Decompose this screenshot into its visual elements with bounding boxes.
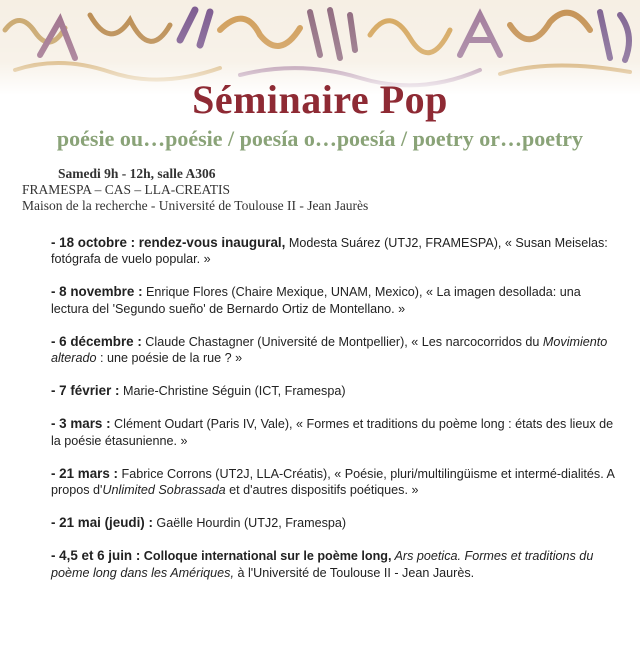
entry-date: - 3 mars : [51,416,111,432]
entry-speaker: Claude Chastagner (Université de Montpellier), « Les narcocorridos du [141,334,543,349]
entry-date: - 18 octobre : rendez-vous inaugural, [51,235,286,250]
entry-speaker: Marie-Christine Séguin (ICT, Framespa) [119,384,346,399]
program-entry [51,235,619,267]
entry-italic-title: Ars poetica. Formes et traditions du poème long dans les Amériques, [51,549,594,580]
program-entry [51,548,619,580]
partners: FRAMESPA – CAS – LLA-CREATIS [22,182,231,197]
entry-rest: : une poésie de la rue ? » [96,351,243,366]
entry-date: - 21 mai (jeudi) : [51,515,153,531]
entry-speaker: Enrique Flores (Chaire Mexique, UNAM, Mexico), « La imagen desollada: una lectura del 'Segundo sueño' de Bernardo Ortiz de Montellano. » [51,285,581,316]
program-entry [51,334,619,366]
entry-date: - 21 mars : [51,465,118,481]
session-info [22,166,622,214]
program-entry [51,466,619,498]
entry-italic-title: Unlimited Sobrassada [102,483,226,498]
entry-date: - 7 février : [51,383,120,399]
page-title: Séminaire Pop [192,77,448,122]
program-entry [51,383,619,399]
entry-event-title: Colloque international sur le poème long, [140,549,392,564]
program-entry [51,515,619,531]
entry-rest: et d'autres dispositifs poétiques. » [225,483,419,498]
program-entry [51,284,619,316]
entry-speaker: Fabrice Corrons (UT2J, LLA-Créatis), « Poésie, pluri/multilingüisme et intermé-dialités. A propos d' [51,466,615,498]
entry-italic-title: Movimiento alterado [51,334,608,366]
entry-date: - 6 décembre : [51,333,142,349]
entry-speaker: Modesta Suárez (UTJ2, FRAMESPA), « Susan Meiselas: fotógrafa de vuelo popular. » [51,236,608,267]
session-time: Samedi 9h - 12h, salle A306 [58,166,216,181]
entry-date: - 8 novembre : [51,284,143,300]
entry-speaker: Clément Oudart (Paris IV, Vale), « Formes et traditions du poème long : états des lieux de la poésie étasunienne. » [51,417,614,448]
entry-speaker: Gaëlle Hourdin (UTJ2, Framespa) [152,516,347,531]
location: Maison de la recherche - Université de Toulouse II - Jean Jaurès [22,198,369,213]
program-entry [51,416,619,448]
program-list [51,235,619,598]
entry-date: - 4,5 et 6 juin : [51,548,141,564]
page-subtitle: poésie ou…poésie / poesía o…poesía / poetry or…poetry [56,126,584,151]
entry-rest: à l'Université de Toulouse II - Jean Jaurès. [233,565,475,580]
